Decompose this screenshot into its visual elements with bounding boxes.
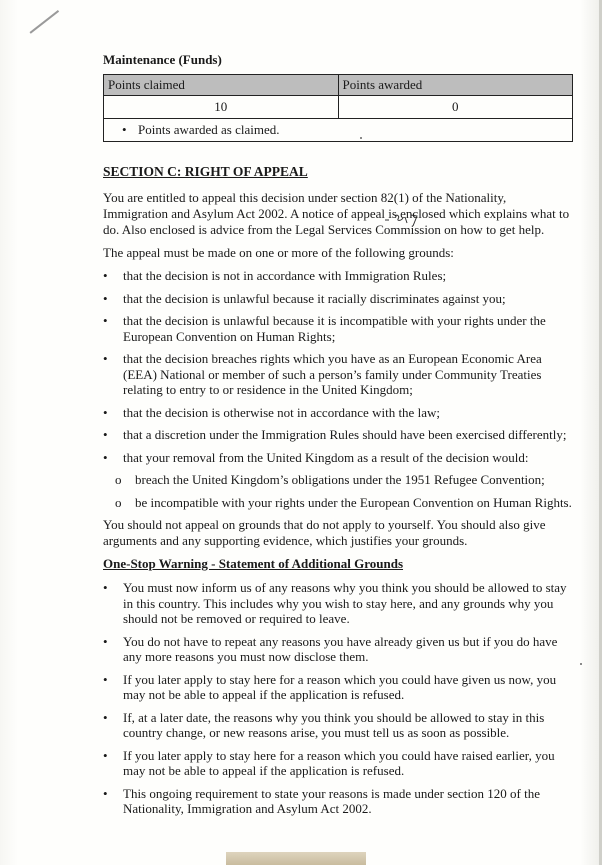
- main-content: [103, 52, 573, 824]
- appeal-closing: You should not appeal on grounds that do not apply to yourself. You should also give arguments and any supporting evidence, which justifies your grounds.: [103, 517, 546, 548]
- warning-list: [103, 580, 573, 817]
- list-item: [103, 710, 573, 741]
- bullet-icon: •: [103, 313, 108, 328]
- bullet-icon: •: [103, 580, 108, 595]
- list-item: [103, 786, 573, 817]
- circle-bullet-icon: o: [115, 472, 122, 487]
- warning-text: If you later apply to stay here for a reason which you could have given us now, you may not be able to appeal if the application is refused.: [123, 671, 557, 702]
- warning-text: If, at a later date, the reasons why you think you should be allowed to stay in this country change, or new reasons arise, you must tell us as soon as possible.: [123, 709, 545, 740]
- points-claimed-value: 10: [104, 96, 339, 119]
- list-item: [103, 313, 573, 344]
- bullet-icon: •: [103, 427, 108, 442]
- bullet-icon: •: [103, 449, 108, 465]
- ground-text: that the decision is not in accordance with Immigration Rules;: [123, 268, 447, 283]
- list-item: [103, 450, 573, 466]
- bullet-icon: •: [103, 709, 108, 725]
- points-note: Points awarded as claimed.: [138, 122, 280, 137]
- bullet-icon: •: [103, 785, 108, 801]
- list-item: [103, 748, 573, 779]
- paper-tab: [226, 852, 366, 865]
- points-header-row: [104, 75, 573, 96]
- list-item: [103, 351, 573, 398]
- sub-ground-text: be incompatible with your rights under the European Convention on Human Rights.: [135, 494, 572, 510]
- ground-text: that the decision breaches rights which you have as an European Economic Area (EEA) National or member of such a person’s family under Community Treaties relating to entry to or residence in the United Kingdom;: [123, 351, 542, 397]
- appeal-intro: You are entitled to appeal this decision under section 82(1) of the Nationality, Immigration and Asylum Act 2002. A notice of appeal is enclosed which explains what to do. Also enclosed is advice from the Legal Services Commission on how to get help.: [103, 190, 570, 237]
- list-item: [103, 472, 573, 488]
- sub-ground-text: breach the United Kingdom’s obligations under the 1951 Refugee Convention;: [135, 472, 545, 487]
- col-points-claimed: Points claimed: [104, 75, 339, 96]
- points-note-cell: [104, 119, 573, 142]
- bullet-icon: •: [103, 290, 108, 306]
- ground-text: that the decision is unlawful because it is incompatible with your rights under the European Convention on Human Rights;: [123, 313, 546, 344]
- ground-text: that the decision is otherwise not in accordance with the law;: [123, 404, 440, 420]
- circle-bullet-icon: o: [115, 494, 122, 510]
- ground-text: that the decision is unlawful because it racially discriminates against you;: [123, 290, 506, 306]
- list-item: [103, 672, 573, 703]
- section-c-heading: SECTION C: RIGHT OF APPEAL: [103, 164, 308, 179]
- bullet-icon: •: [103, 404, 108, 420]
- bullet-icon: •: [103, 671, 108, 687]
- list-item: [103, 634, 573, 665]
- list-item: [103, 427, 573, 443]
- maintenance-heading: Maintenance (Funds): [103, 52, 222, 67]
- grounds-intro: The appeal must be made on one or more of the following grounds:: [103, 245, 454, 260]
- warning-text: You do not have to repeat any reasons you have already given us but if you do have any more reasons you must now disclose them.: [123, 633, 558, 664]
- paper-speck: [580, 663, 582, 665]
- bullet-icon: •: [103, 747, 108, 763]
- sub-grounds-list: [103, 472, 573, 510]
- bullet-icon: •: [103, 268, 108, 283]
- list-item: [103, 291, 573, 307]
- list-item: [103, 268, 573, 284]
- list-item: [103, 405, 573, 421]
- ground-text: that a discretion under the Immigration Rules should have been exercised differently;: [123, 427, 567, 442]
- points-awarded-value: 0: [338, 96, 573, 119]
- grounds-list: [103, 268, 573, 465]
- page-corner-fold: [30, 10, 59, 33]
- list-item: [103, 495, 573, 511]
- points-table: [103, 74, 573, 142]
- points-note-row: [104, 119, 573, 142]
- col-points-awarded: Points awarded: [338, 75, 573, 96]
- bullet-icon: •: [122, 122, 127, 137]
- warning-text: You must now inform us of any reasons why you think you should be allowed to stay in this country. This includes why you wish to stay here, and any grounds why you should not be removed or required to leave.: [123, 580, 567, 626]
- one-stop-warning-heading: One-Stop Warning - Statement of Additional Grounds: [103, 556, 404, 571]
- points-value-row: [104, 96, 573, 119]
- warning-text: This ongoing requirement to state your reasons is made under section 120 of the Nationality, Immigration and Asylum Act 2002.: [123, 785, 540, 816]
- bullet-icon: •: [103, 351, 108, 366]
- bullet-icon: •: [103, 633, 108, 649]
- ground-text: that your removal from the United Kingdom as a result of the decision would:: [123, 449, 529, 465]
- list-item: [103, 580, 573, 627]
- warning-text: If you later apply to stay here for a reason which you could have raised earlier, you may not be able to appeal if the application is refused.: [123, 747, 555, 778]
